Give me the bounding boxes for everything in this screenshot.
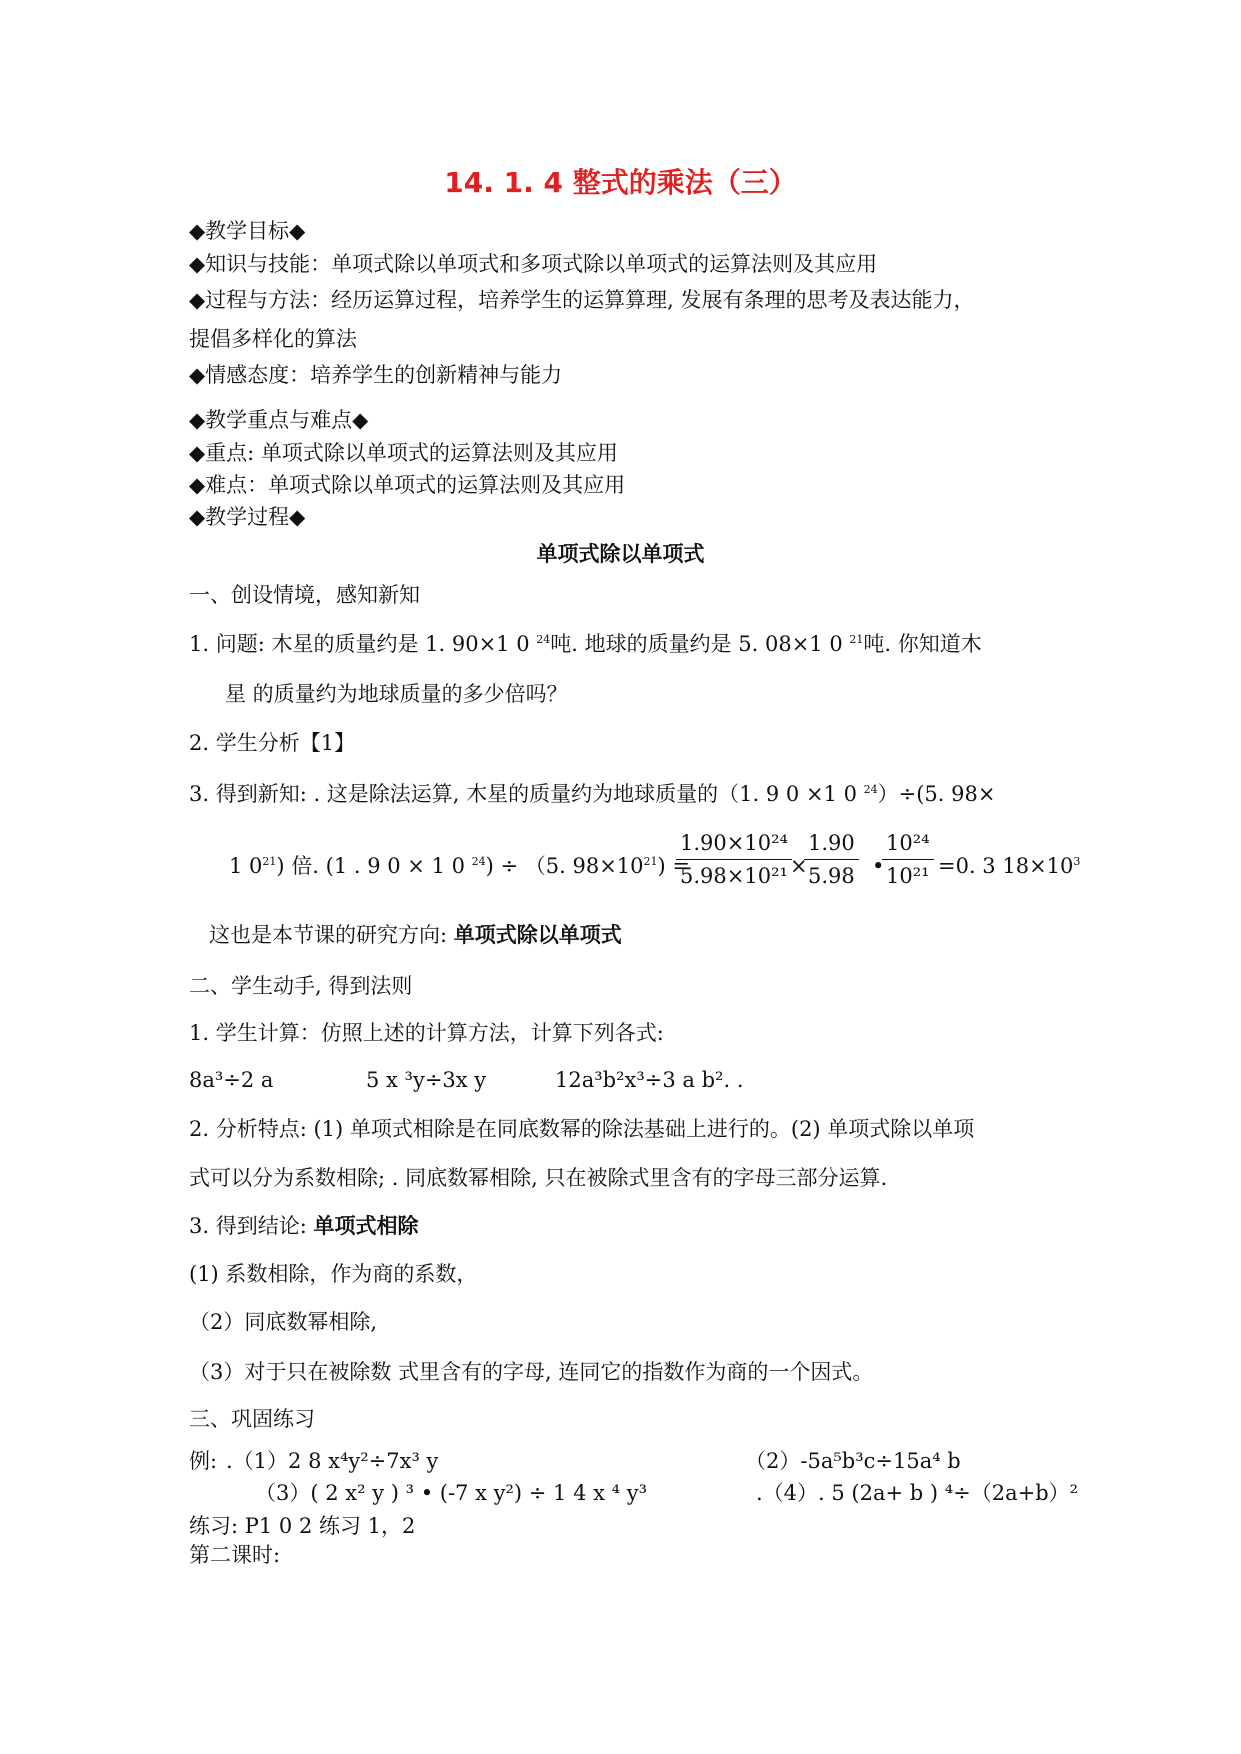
fraction-2 <box>804 830 859 889</box>
fraction-3-denominator: 10²¹ <box>886 864 930 888</box>
calc-intro: 1. 学生计算：仿照上述的计算方法，计算下列各式: <box>189 1021 664 1045</box>
fraction-1-numerator: 1.90×10²⁴ <box>676 830 792 860</box>
question-1-cont: 星 的质量约为地球质量的多少倍吗？ <box>225 682 568 706</box>
objective-process: ◆过程与方法：经历运算过程，培养学生的运算算理, 发展有条理的思考及表达能力， <box>189 288 975 312</box>
page-title: 14. 1. 4 整式的乘法（三） <box>444 166 797 199</box>
example-2: （2）-5a⁵b³c÷15a⁴ b <box>745 1449 961 1473</box>
analysis-cont: 式可以分为系数相除; . 同底数幂相除, 只在被除式里含有的字母三部分运算. <box>189 1166 888 1190</box>
objective-process-cont: 提倡多样化的算法 <box>189 327 357 351</box>
practice: 练习: P1 0 2 练习 1，2 <box>189 1514 416 1538</box>
calc-exponent-2: 24 <box>471 855 486 868</box>
q1-exponent-1: 24 <box>536 633 551 646</box>
q1-exponent-2: 21 <box>849 633 864 646</box>
fraction-1-denominator: 5.98×10²¹ <box>680 864 788 888</box>
objective-knowledge: ◆知识与技能：单项式除以单项式和多项式除以单项式的运算法则及其应用 <box>189 252 878 276</box>
calc-text-d: ) = <box>657 854 690 878</box>
fraction-1 <box>676 830 792 889</box>
times-sign: × <box>790 854 808 878</box>
calculation-line <box>229 852 690 880</box>
q1-text-b: 吨. 地球的质量约是 5. 08×1 0 <box>550 632 850 656</box>
part3-heading: 三、巩固练习 <box>189 1407 315 1431</box>
example-3: （3）( 2 x² y ) ³ • (-7 x y²) ÷ 1 4 x ⁴ y³ <box>255 1481 647 1505</box>
calc-text-a: 1 0 <box>229 854 263 878</box>
conclusion <box>189 1212 418 1240</box>
analysis: 2. 分析特点: (1) 单项式相除是在同底数幂的除法基础上进行的。(2) 单项式除以单项 <box>189 1117 975 1141</box>
direction-text: 这也是本节课的研究方向: <box>209 923 454 947</box>
question-1 <box>189 630 982 658</box>
result-text: =0. 3 18×10 <box>938 854 1074 878</box>
fraction-2-denominator: 5.98 <box>808 864 855 888</box>
research-direction <box>209 921 622 949</box>
result-value <box>938 852 1080 880</box>
exercise-expr-1: 8a³÷2 a <box>189 1068 274 1092</box>
rule-1: (1) 系数相除，作为商的系数， <box>189 1262 478 1286</box>
fraction-2-numerator: 1.90 <box>804 830 859 860</box>
q1-text-c: 吨. 你知道木 <box>863 632 982 656</box>
exercise-expr-2: 5 x ³y÷3x y <box>366 1068 487 1092</box>
calc-exponent-3: 21 <box>643 855 658 868</box>
question-3 <box>189 780 995 808</box>
rule-3: （3）对于只在被除数 式里含有的字母, 连同它的指数作为商的一个因式。 <box>189 1360 874 1384</box>
q3-exponent-1: 24 <box>863 783 878 796</box>
q3-text-b: ）÷(5. 98× <box>877 782 996 806</box>
example-label: 例: <box>189 1449 218 1473</box>
part2-heading: 二、学生动手, 得到法则 <box>189 974 413 998</box>
q1-text-a: 1. 问题: 木星的质量约是 1. 90×1 0 <box>189 632 537 656</box>
exercise-expr-3: 12a³b²x³÷3 a b². . <box>555 1068 744 1092</box>
key-points-heading: ◆教学重点与难点◆ <box>189 408 369 432</box>
example-1: .（1）2 8 x⁴y²÷7x³ y <box>226 1449 439 1473</box>
q3-text-a: 3. 得到新知: . 这是除法运算, 木星的质量约为地球质量的（1. 9 0 ×1 0 <box>189 782 864 806</box>
rule-2: （2）同底数幂相除, <box>189 1310 378 1334</box>
conclusion-text: 3. 得到结论: <box>189 1214 314 1238</box>
result-exponent: 3 <box>1073 855 1081 868</box>
fraction-3 <box>882 830 934 889</box>
objective-attitude: ◆情感态度：培养学生的创新精神与能力 <box>189 363 563 387</box>
part1-heading: 一、创设情境，感知新知 <box>189 583 420 607</box>
fraction-3-numerator: 10²⁴ <box>882 830 934 860</box>
conclusion-topic: 单项式相除 <box>313 1214 419 1238</box>
calc-text-b: ) 倍. (1 . 9 0 × 1 0 <box>276 854 472 878</box>
section-title: 单项式除以单项式 <box>536 542 705 566</box>
question-2: 2. 学生分析【1】 <box>189 731 356 755</box>
second-lesson: 第二课时: <box>189 1543 281 1567</box>
process-heading: ◆教学过程◆ <box>189 505 306 529</box>
direction-topic: 单项式除以单项式 <box>453 923 622 947</box>
difficult-point: ◆难点：单项式除以单项式的运算法则及其应用 <box>189 473 626 497</box>
key-point: ◆重点: 单项式除以单项式的运算法则及其应用 <box>189 441 618 465</box>
calc-exponent-1: 21 <box>262 855 277 868</box>
calc-text-c: ) ÷ （5. 98×10 <box>485 854 644 878</box>
dot-sign: • <box>872 854 885 878</box>
example-4: .（4）. 5 (2a+ b ) ⁴÷（2a+b）² <box>756 1481 1079 1505</box>
objectives-heading: ◆教学目标◆ <box>189 219 306 243</box>
